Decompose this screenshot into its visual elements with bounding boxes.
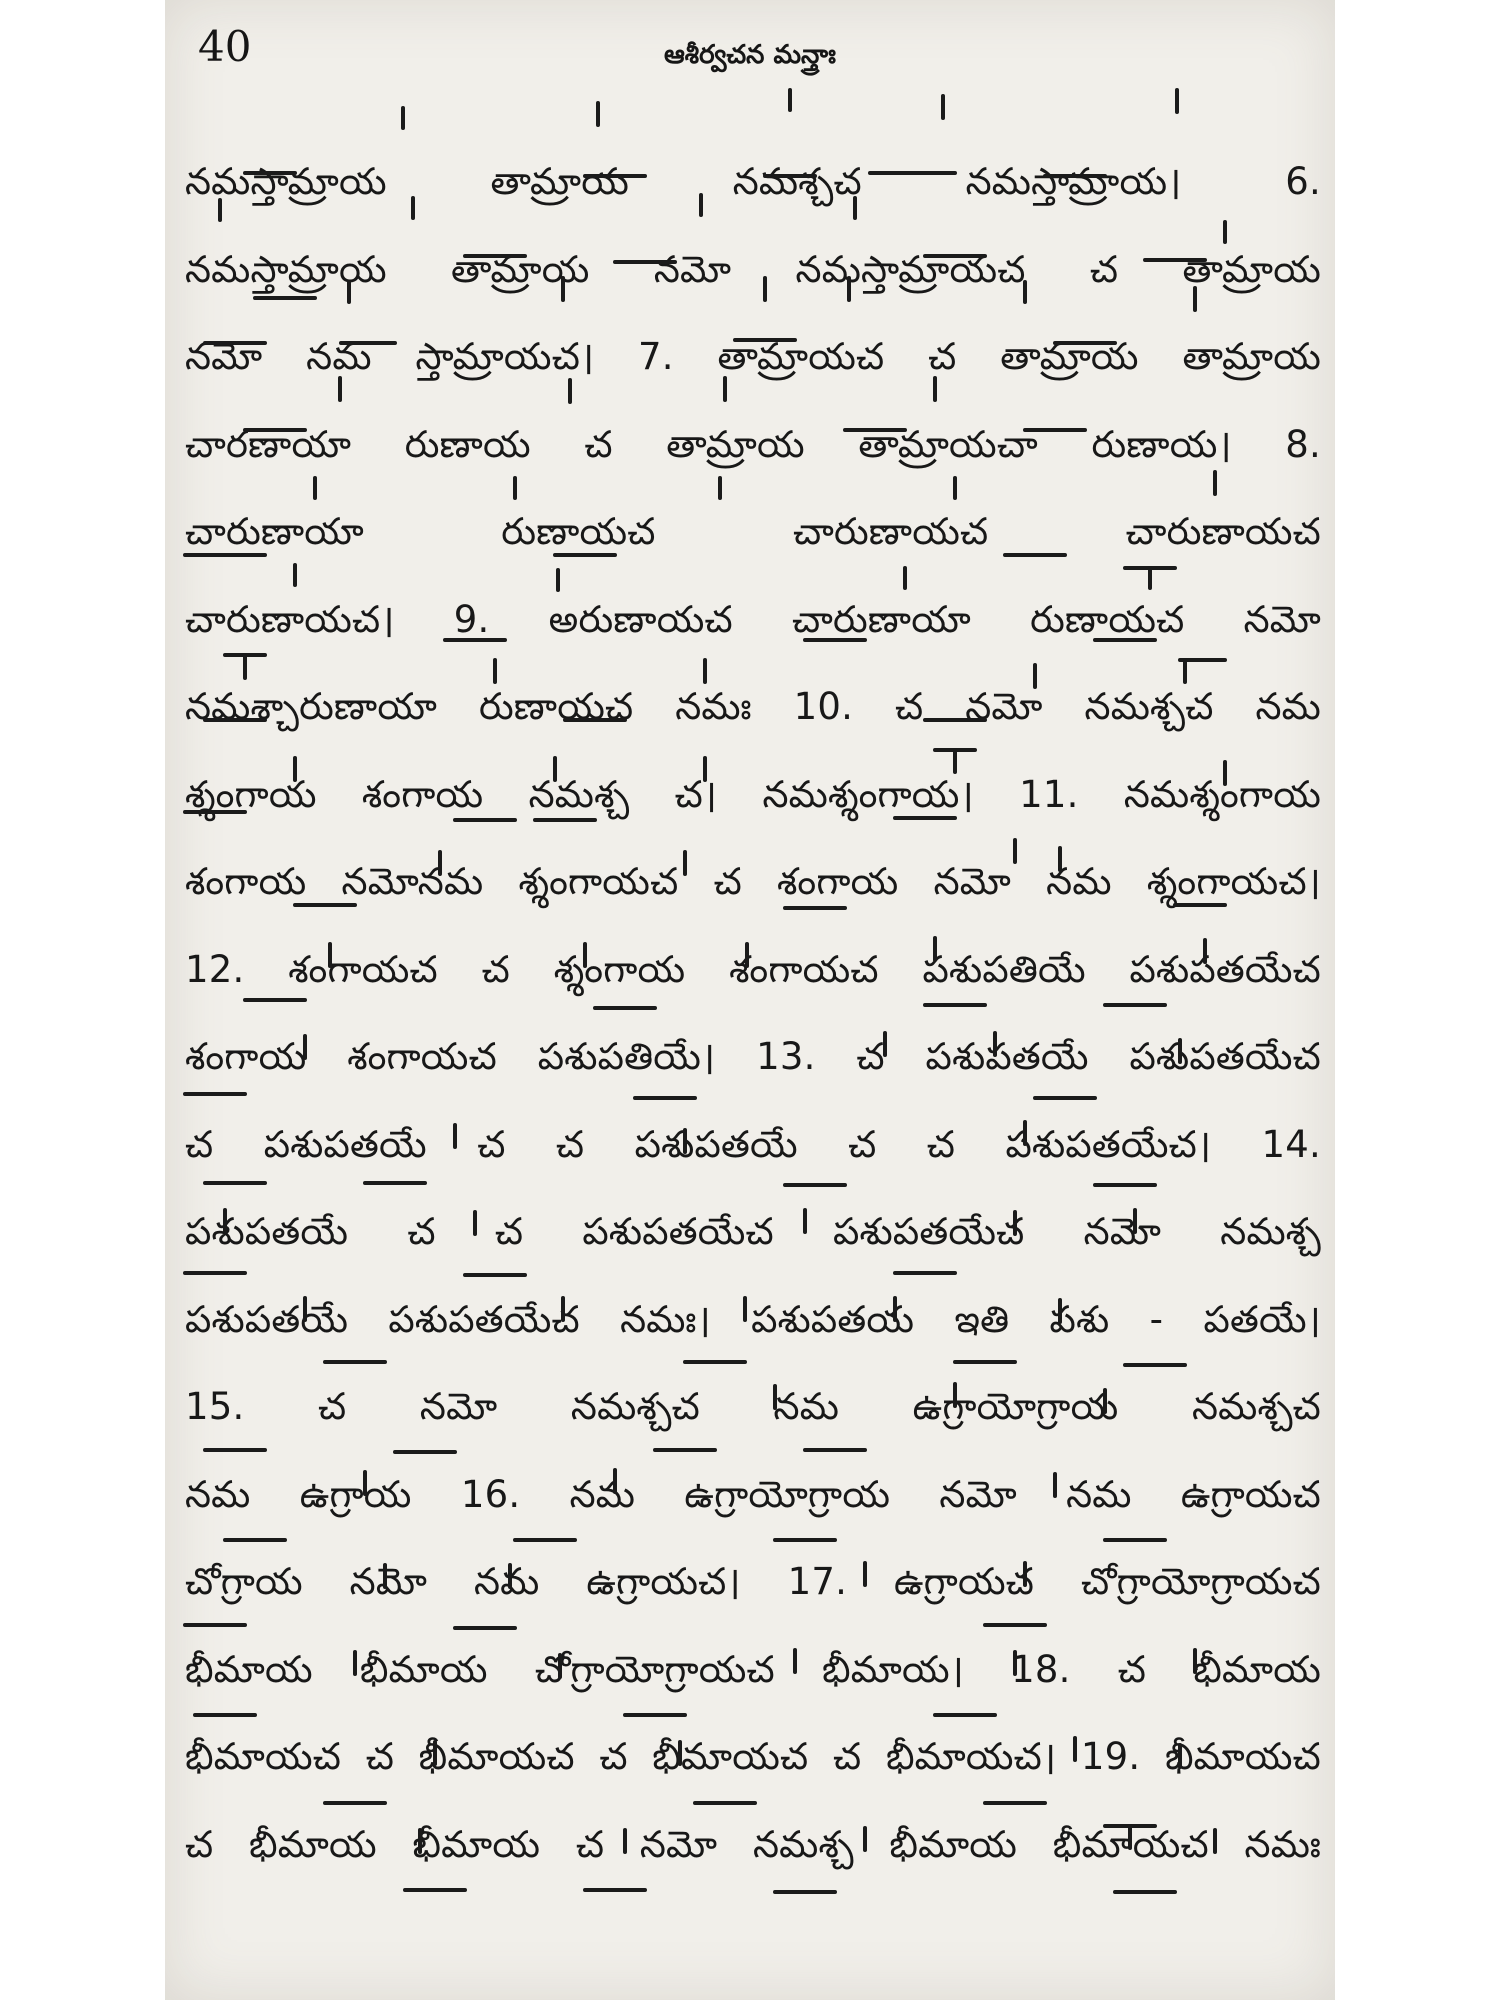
text-line: నమస్తామ్రాయ తామ్రాయ నమో నమస్తామ్రాయచ చ తామ్రాయ bbox=[185, 247, 1321, 291]
text-line: నమశ్చారుణాయా రుణాయచ నమః 10. చ నమో నమశ్చచ నమ bbox=[185, 685, 1321, 728]
mantra-text-block bbox=[185, 138, 1321, 1888]
text-line: పశుపతయే పశుపతయేచ నమః। పశుపతయ ఇతి పశు - పతయే। bbox=[185, 1297, 1321, 1341]
text-line: చ పశుపతయే చ చ పశుపతయే చ చ పశుపతయేచ। 14. bbox=[185, 1122, 1321, 1166]
text-line: చారుణాయచ। 9. అరుణాయచ చారుణాయా రుణాయచ నమో bbox=[185, 597, 1321, 641]
page-number: 40 bbox=[198, 22, 252, 71]
text-line: పశుపతయే చ చ పశుపతయేచ పశుపతయేచ నమో నమశ్చ bbox=[185, 1210, 1321, 1253]
text-line: భీమాయ భీమాయ చోగ్రాయోగ్రాయచ భీమాయ। 18. చ భీమాయ bbox=[185, 1647, 1321, 1691]
text-line: చారణాయా రుణాయ చ తామ్రాయ తామ్రాయచా రుణాయ। 8. bbox=[185, 422, 1321, 466]
text-line: భీమాయచ చ భీమాయచ చ భీమాయచ చ భీమాయచ। 19. భీమాయచ bbox=[185, 1735, 1321, 1778]
text-line: చారుణాయా రుణాయచ చారుణాయచ చారుణాయచ bbox=[185, 510, 1321, 553]
text-line: శంగాయ నమోనమ శ్శంగాయచ చ శంగాయ నమో నమ శ్శంగాయచ। bbox=[185, 860, 1321, 903]
text-line: నమస్తామ్రాయ తామ్రాయ నమశ్చచ నమస్తామ్రాయ। 6. bbox=[185, 160, 1321, 203]
running-head: ఆశీర్వచన మన్త్రాః bbox=[664, 40, 836, 70]
text-line: చోగ్రాయ నమో నమ ఉగ్రాయచ। 17. ఉగ్రాయచ చోగ్రాయోగ్రాయచ bbox=[185, 1560, 1321, 1603]
text-line: నమ ఉగ్రాయ 16. నమ ఉగ్రాయోగ్రాయ నమో నమ ఉగ్రాయచ bbox=[185, 1472, 1321, 1516]
text-line: నమో నమ స్తామ్రాయచ। 7. తామ్రాయచ చ తామ్రాయ తామ్రాయ bbox=[185, 335, 1321, 378]
text-line: 15. చ నమో నమశ్చచ నమ ఉగ్రాయోగ్రాయ నమశ్చచ bbox=[185, 1385, 1321, 1428]
text-line: 12. శంగాయచ చ శ్శంగాయ శంగాయచ పశుపతియే పశుపతయేచ bbox=[185, 947, 1321, 991]
book-page bbox=[165, 0, 1335, 2000]
text-line: చ భీమాయ భీమాయ చ నమో నమశ్చ భీమాయ భీమాయచ నమః bbox=[185, 1822, 1321, 1866]
text-line: శ్శంగాయ శంగాయ నమశ్చ చ। నమశ్శంగాయ। 11. నమశ్శంగాయ bbox=[185, 772, 1321, 816]
text-line: శంగాయ శంగాయచ పశుపతియే। 13. చ పశుపతయే పశుపతయేచ bbox=[185, 1035, 1321, 1078]
